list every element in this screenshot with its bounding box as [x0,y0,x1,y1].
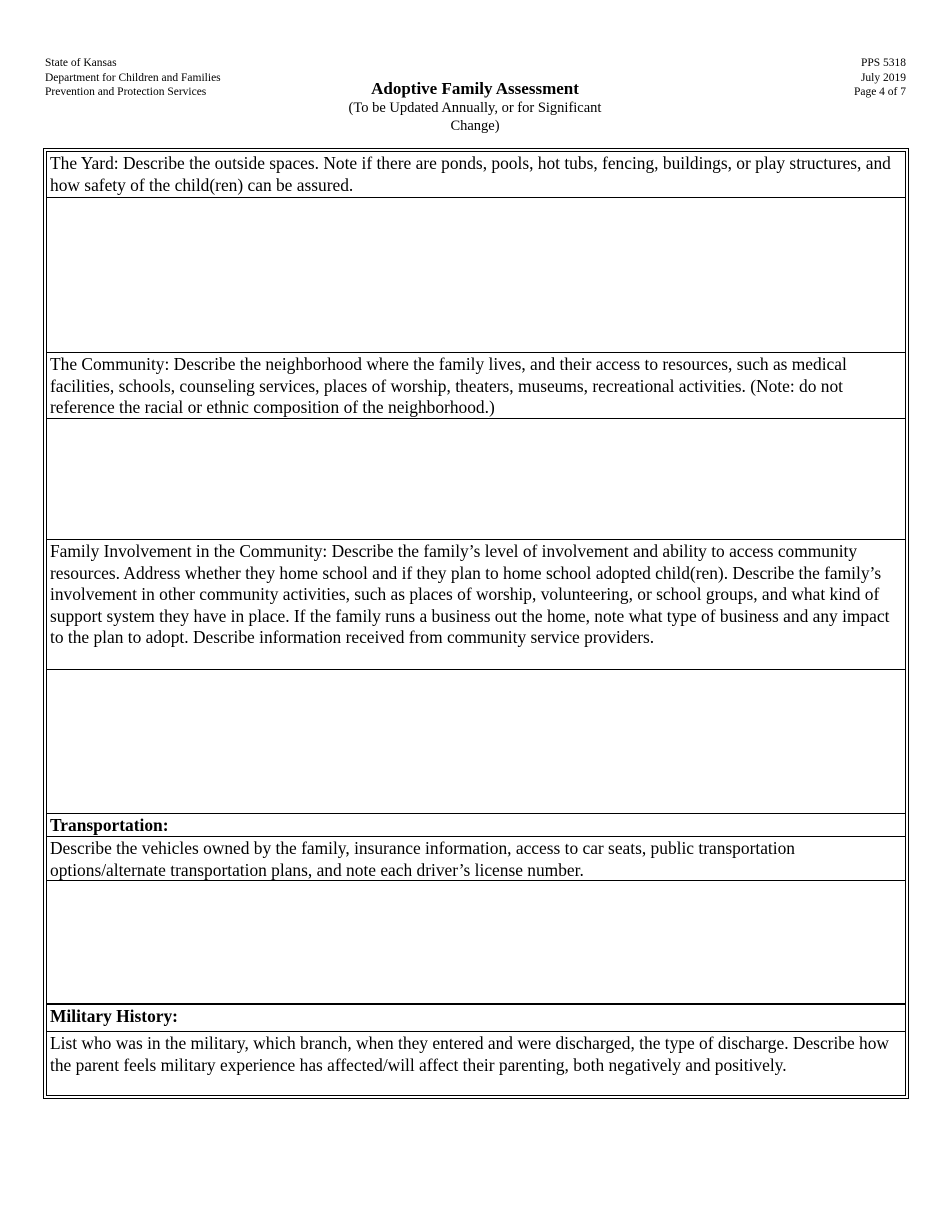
transportation-heading: Transportation: [47,813,905,836]
involvement-response-field[interactable] [47,669,905,813]
agency-block [45,56,221,100]
document-subtitle-line1: (To be Updated Annually, or for Significant [348,100,602,116]
form-revision-date: July 2019 [860,71,906,84]
assessment-form-table [43,148,909,1099]
yard-prompt: The Yard: Describe the outside spaces. Note if there are ponds, pools, hot tubs, fencing, buildings, or play structures, and how safety of the child(ren) can be assured. [50,153,891,195]
document-title: Adoptive Family Assessment [371,79,579,98]
community-response-field[interactable] [47,418,905,539]
agency-department: Department for Children and Families [45,71,221,84]
document-subtitle-line2: Change) [450,118,500,134]
form-info-block [854,56,906,100]
agency-division: Prevention and Protection Services [45,86,207,98]
document-heading [325,78,625,135]
military-heading: Military History: [47,1003,905,1031]
community-prompt: The Community: Describe the neighborhood where the family lives, and their access to resources, such as medical facilities, schools, counseling services, places of worship, theaters, museums, recreational activities. (Note: do not reference the racial or ethnic composition of the neighborhood.) [47,352,905,418]
form-number: PPS 5318 [860,57,906,69]
page-number: Page 4 of 7 [853,86,906,98]
yard-response-field[interactable] [47,197,905,352]
involvement-prompt: Family Involvement in the Community: Describe the family’s level of involvement and ability to access community resources. Address whether they home school and if they plan to home school adopted child(ren). Describe the family’s involvement in other community activities, such as places of worship, volunteering, or school groups, and what kind of support system they have in place. If the family runs a business out the home, note what type of business and any impact to the plan to adopt. Describe information received from community service providers. [47,539,905,669]
military-prompt: List who was in the military, which branch, when they entered and were discharged, the type of discharge. Describe how the parent feels military experience has affected/will affect their parenting, both negatively and positively. [47,1031,905,1095]
agency-state: State of Kansas [45,57,117,69]
transportation-prompt: Describe the vehicles owned by the family, insurance information, access to car seats, public transportation options/alternate transportation plans, and note each driver’s license number. [47,836,905,880]
transportation-response-field[interactable] [47,880,905,1003]
